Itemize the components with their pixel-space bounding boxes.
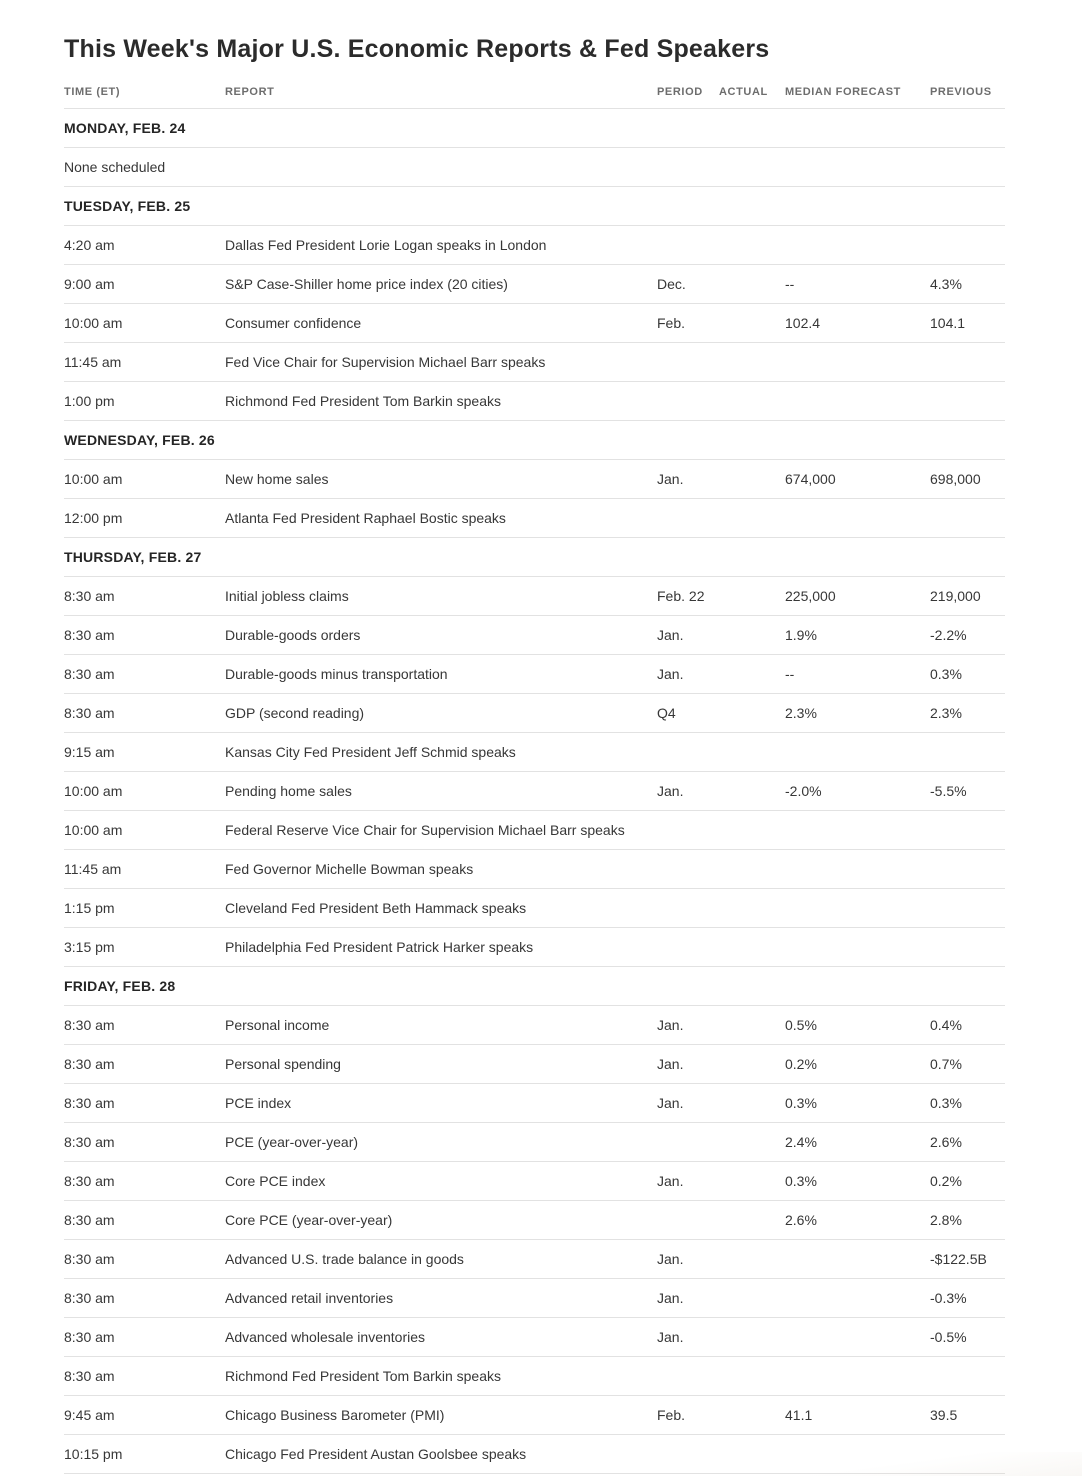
cell-time: 8:30 am [64,1095,115,1111]
cell-report: Advanced retail inventories [225,1290,394,1306]
column-header-median-forecast: MEDIAN FORECAST [785,86,901,98]
cell-time: 3:15 pm [64,939,115,955]
table-row [64,1279,1005,1318]
cell-period: Feb. [657,315,686,331]
cell-time: 9:15 am [64,744,115,760]
cell-time: 8:30 am [64,705,115,721]
none-scheduled-row [64,148,1005,187]
table-row [64,499,1005,538]
day-header-row [64,967,1005,1006]
table-row [64,772,1005,811]
cell-time: 10:00 am [64,783,123,799]
cell-median-forecast: 0.3% [785,1173,817,1189]
cell-period: Jan. [657,666,684,682]
table-row [64,1240,1005,1279]
cell-report: Core PCE (year-over-year) [225,1212,393,1228]
cell-period: Jan. [657,1290,684,1306]
cell-report: GDP (second reading) [225,705,365,721]
cell-time: 10:00 am [64,315,123,331]
cell-previous: -0.3% [930,1290,967,1306]
table-row [64,1123,1005,1162]
table-row [64,304,1005,343]
cell-report: Initial jobless claims [225,588,349,604]
table-row [64,1318,1005,1357]
table-row [64,928,1005,967]
table-row [64,1357,1005,1396]
cell-time: 8:30 am [64,627,115,643]
page-title: This Week's Major U.S. Economic Reports & Fed Speakers [64,35,770,63]
cell-report: Core PCE index [225,1173,326,1189]
cell-time: 10:00 am [64,822,123,838]
cell-median-forecast: 102.4 [785,315,821,331]
cell-report: Dallas Fed President Lorie Logan speaks in London [225,237,547,253]
cell-previous: 2.8% [930,1212,962,1228]
cell-median-forecast: 0.5% [785,1017,817,1033]
cell-median-forecast: 2.6% [785,1212,817,1228]
table-row [64,382,1005,421]
cell-median-forecast: 0.2% [785,1056,817,1072]
cell-report: Personal spending [225,1056,341,1072]
table-row [64,1162,1005,1201]
cell-time: 8:30 am [64,1368,115,1384]
cell-time: 8:30 am [64,1134,115,1150]
cell-time: 8:30 am [64,1173,115,1189]
cell-period: Jan. [657,1251,684,1267]
cell-time: 11:45 am [64,861,122,877]
cell-period: Jan. [657,783,684,799]
economic-reports-table [64,66,1005,1474]
table-row [64,1201,1005,1240]
table-row [64,616,1005,655]
cell-time: 1:00 pm [64,393,115,409]
table-row [64,889,1005,928]
cell-previous: -5.5% [930,783,967,799]
cell-previous: 0.3% [930,1095,962,1111]
cell-median-forecast: -2.0% [785,783,822,799]
column-header-actual: ACTUAL [719,86,768,98]
cell-report: Richmond Fed President Tom Barkin speaks [225,1368,501,1384]
cell-time: 8:30 am [64,1056,115,1072]
cell-previous: 0.2% [930,1173,962,1189]
cell-report: S&P Case-Shiller home price index (20 cities) [225,276,508,292]
cell-report: Chicago Fed President Austan Goolsbee speaks [225,1446,527,1462]
cell-previous: 0.7% [930,1056,962,1072]
cell-time: 8:30 am [64,1329,115,1345]
day-header-row [64,187,1005,226]
cell-report: Advanced wholesale inventories [225,1329,426,1345]
cell-median-forecast: 2.4% [785,1134,817,1150]
cell-period: Jan. [657,471,684,487]
cell-median-forecast: 0.3% [785,1095,817,1111]
cell-previous: 2.6% [930,1134,962,1150]
cell-period: Jan. [657,1056,684,1072]
cell-period: Q4 [657,705,676,721]
cell-report: Cleveland Fed President Beth Hammack speaks [225,900,527,916]
cell-previous: -2.2% [930,627,967,643]
cell-report: Fed Governor Michelle Bowman speaks [225,861,474,877]
column-header-previous: PREVIOUS [930,86,992,98]
cell-report: Richmond Fed President Tom Barkin speaks [225,393,501,409]
cell-median-forecast: 225,000 [785,588,836,604]
cell-report: PCE index [225,1095,292,1111]
cell-time: 9:45 am [64,1407,115,1423]
cell-report: Fed Vice Chair for Supervision Michael Barr speaks [225,354,546,370]
cell-median-forecast: -- [785,276,795,292]
cell-report: Advanced U.S. trade balance in goods [225,1251,464,1267]
cell-time: 8:30 am [64,1212,115,1228]
cell-previous: 4.3% [930,276,962,292]
table-row [64,655,1005,694]
cell-period: Feb. [657,1407,686,1423]
cell-time: 8:30 am [64,666,115,682]
table-row [64,811,1005,850]
cell-report: Consumer confidence [225,315,362,331]
cell-time: 1:15 pm [64,900,115,916]
cell-report: Philadelphia Fed President Patrick Harker speaks [225,939,534,955]
cell-time: 11:45 am [64,354,122,370]
cell-time: 10:15 pm [64,1446,123,1462]
day-header-label: THURSDAY, FEB. 27 [64,549,202,565]
cell-median-forecast: -- [785,666,795,682]
column-header-period: PERIOD [657,86,703,98]
cell-period: Jan. [657,1095,684,1111]
cell-previous: -$122.5B [930,1251,987,1267]
table-row [64,1435,1005,1474]
cell-median-forecast: 1.9% [785,627,817,643]
day-header-label: FRIDAY, FEB. 28 [64,978,176,994]
cell-previous: -0.5% [930,1329,967,1345]
column-header-report: REPORT [225,86,275,98]
table-row [64,1006,1005,1045]
table-row [64,265,1005,304]
day-header-label: TUESDAY, FEB. 25 [64,198,191,214]
cell-time: 8:30 am [64,1251,115,1267]
cell-time: 12:00 pm [64,510,123,526]
table-row [64,694,1005,733]
cell-previous: 698,000 [930,471,981,487]
cell-time: 9:00 am [64,276,115,292]
day-header-label: MONDAY, FEB. 24 [64,120,186,136]
cell-median-forecast: 674,000 [785,471,836,487]
cell-report: PCE (year-over-year) [225,1134,359,1150]
cell-period: Dec. [657,276,686,292]
cell-median-forecast: 41.1 [785,1407,813,1423]
cell-previous: 39.5 [930,1407,958,1423]
cell-time: 4:20 am [64,237,115,253]
cell-time: 8:30 am [64,1017,115,1033]
cell-report: New home sales [225,471,329,487]
table-body [64,109,1005,1474]
cell-period: Jan. [657,1173,684,1189]
table-row [64,1084,1005,1123]
table-row [64,226,1005,265]
cell-period: Jan. [657,1329,684,1345]
cell-period: Feb. 22 [657,588,705,604]
economic-calendar-page [0,32,1082,1474]
cell-report: Durable-goods minus transportation [225,666,448,682]
cell-report: Kansas City Fed President Jeff Schmid speaks [225,744,516,760]
table-row [64,733,1005,772]
cell-time: 8:30 am [64,588,115,604]
cell-report: Durable-goods orders [225,627,361,643]
cell-report: Federal Reserve Vice Chair for Supervision Michael Barr speaks [225,822,625,838]
day-header-label: WEDNESDAY, FEB. 26 [64,432,215,448]
table-row [64,460,1005,499]
cell-previous: 0.3% [930,666,962,682]
table-row [64,1396,1005,1435]
table-header-row [64,66,1005,109]
cell-time: 10:00 am [64,471,123,487]
day-header-row [64,109,1005,148]
table-row [64,343,1005,382]
cell-report: Atlanta Fed President Raphael Bostic speaks [225,510,506,526]
cell-time: 8:30 am [64,1290,115,1306]
cell-report: Chicago Business Barometer (PMI) [225,1407,445,1423]
cell-previous: 2.3% [930,705,962,721]
cell-previous: 219,000 [930,588,981,604]
table-row [64,577,1005,616]
table-row [64,1045,1005,1084]
cell-report: Pending home sales [225,783,352,799]
column-header-time: TIME (ET) [64,86,121,98]
day-header-row [64,538,1005,577]
day-header-row [64,421,1005,460]
cell-report: Personal income [225,1017,330,1033]
none-scheduled-label: None scheduled [64,159,166,175]
cell-median-forecast: 2.3% [785,705,817,721]
cell-previous: 104.1 [930,315,966,331]
cell-period: Jan. [657,1017,684,1033]
cell-period: Jan. [657,627,684,643]
cell-previous: 0.4% [930,1017,962,1033]
table-row [64,850,1005,889]
